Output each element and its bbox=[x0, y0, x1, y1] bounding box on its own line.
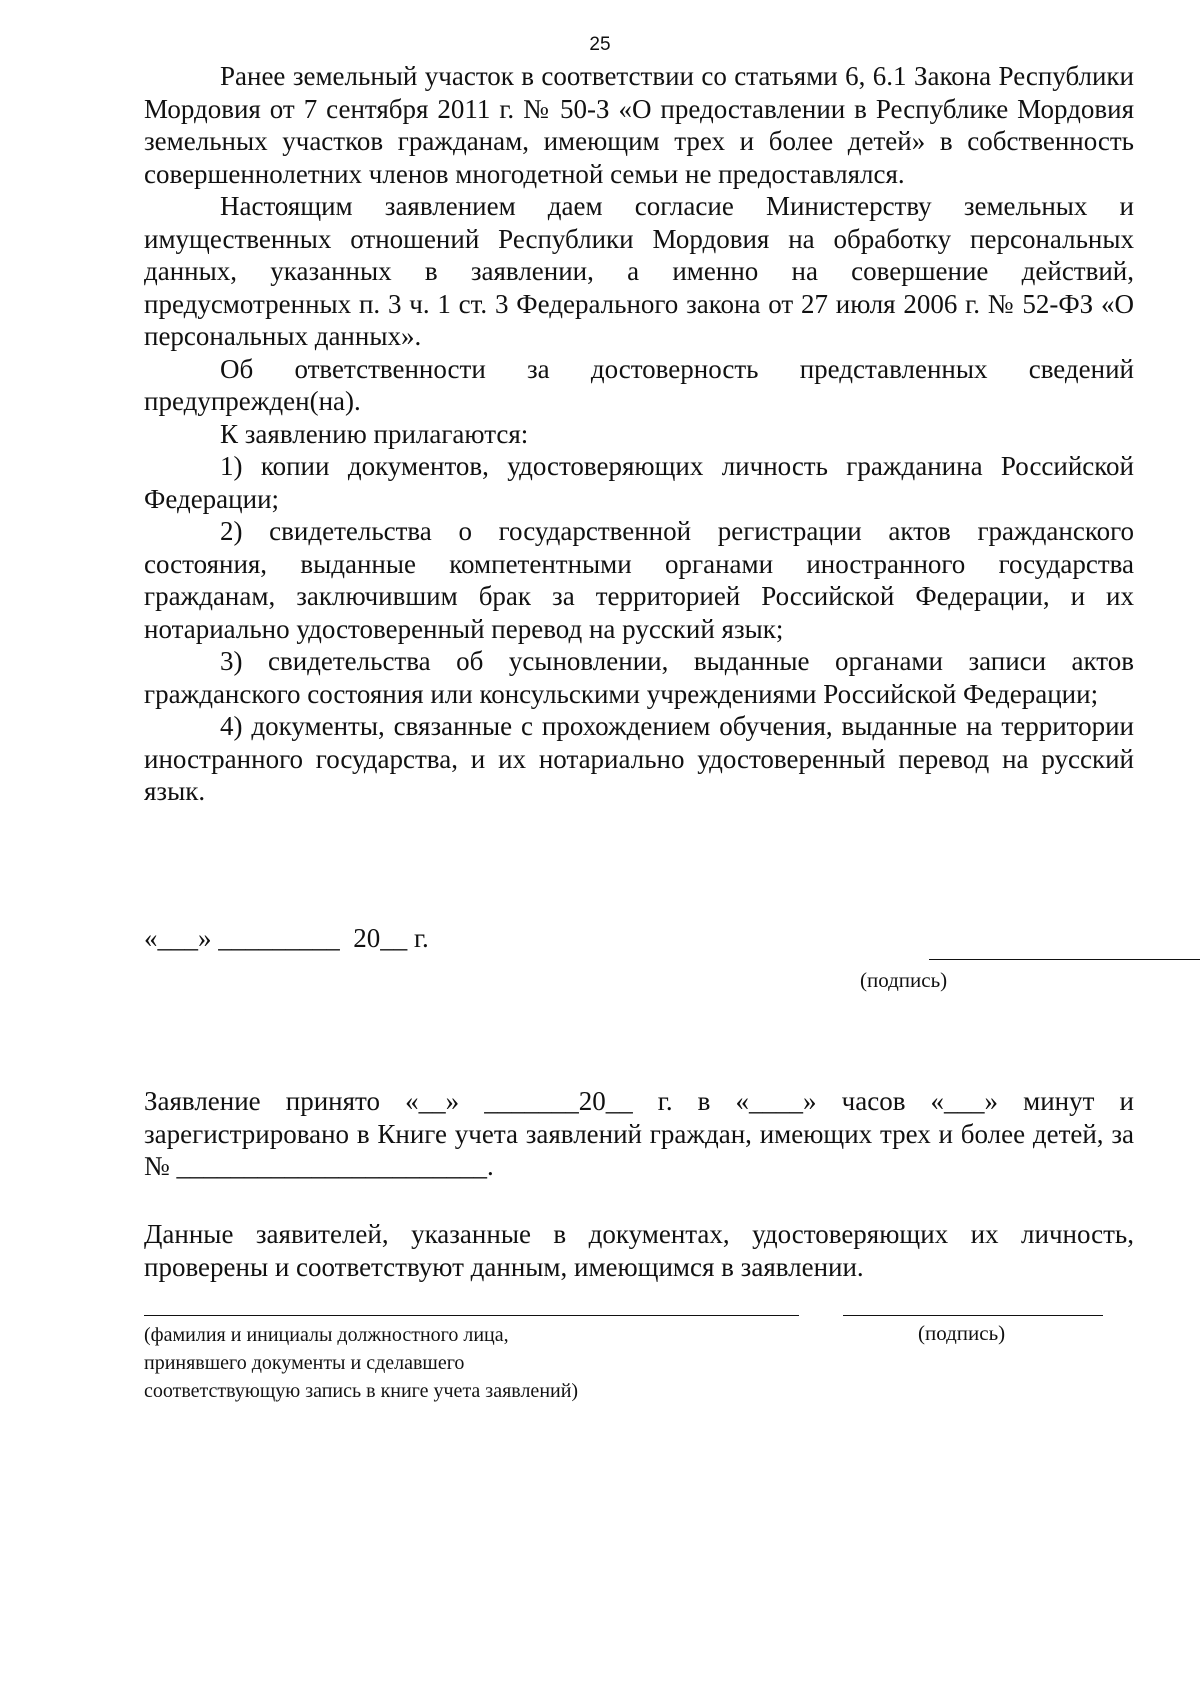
date-signature-row bbox=[144, 923, 1134, 963]
attachment-item-2: 2) свидетельства о государственной регистрации актов гражданского состояния, выданные компетентными органами иностранного государства гражданам, заключившим брак за территорией Российской Федерации, и их нотариально удостоверенный перевод на русский язык; bbox=[144, 516, 1134, 644]
date-field[interactable]: «___» _________ 20__ г. bbox=[144, 923, 429, 953]
applicant-signature-line[interactable] bbox=[929, 959, 1200, 960]
official-name-line[interactable] bbox=[144, 1315, 799, 1316]
acceptance-text: Заявление принято «__» _______20__ г. в «____» часов «___» минут и зарегистрировано в Книге учета заявлений граждан, имеющих трех и более детей, за № _______________________. bbox=[144, 1086, 1134, 1181]
verification-text: Данные заявителей, указанные в документах, удостоверяющих их личность, проверены и соответствуют данным, имеющимся в заявлении. bbox=[144, 1219, 1134, 1282]
applicant-signature-caption: (подпись) bbox=[860, 968, 948, 992]
attachment-item-3: 3) свидетельства об усыновлении, выданные органами записи актов гражданского состояния или консульскими учреждениями Российской Федерации; bbox=[144, 646, 1134, 709]
paragraph-attachments-heading: К заявлению прилагаются: bbox=[220, 418, 529, 449]
acceptance-block bbox=[144, 1085, 1134, 1183]
official-caption-line: (фамилия и инициалы должностного лица, bbox=[144, 1324, 509, 1346]
verification-block bbox=[144, 1218, 1134, 1283]
attachment-item-1: 1) копии документов, удостоверяющих личность гражданина Российской Федерации; bbox=[144, 451, 1134, 514]
official-caption-line: принявшего документы и сделавшего bbox=[144, 1352, 465, 1374]
paragraph-consent: Настоящим заявлением даем согласие Министерству земельных и имущественных отношений Республики Мордовия на обработку персональных данных, указанных в заявлении, а именно на совершение действий, предусмотренных п. 3 ч. 1 ст. 3 Федерального закона от 27 июля 2006 г. № 52-ФЗ «О персональных данных». bbox=[144, 191, 1134, 351]
paragraph-prior-land: Ранее земельный участок в соответствии со статьями 6, 6.1 Закона Республики Мордовия от 7 сентября 2011 г. № 50-З «О предоставлении в Республике Мордовия земельных участков гражданам, имеющим трех и более детей» в собственность совершеннолетних членов многодетной семьи не предоставлялся. bbox=[144, 61, 1134, 189]
official-caption-line: соответствующую запись в книге учета заявлений) bbox=[144, 1380, 579, 1402]
official-signature-caption: (подпись) bbox=[918, 1321, 1006, 1345]
paragraph-responsibility: Об ответственности за достоверность представленных сведений предупрежден(на). bbox=[144, 353, 1134, 416]
official-signature-line[interactable] bbox=[843, 1315, 1103, 1316]
application-body bbox=[144, 60, 1134, 808]
page-number: 25 bbox=[589, 34, 611, 55]
attachment-item-4: 4) документы, связанные с прохождением обучения, выданные на территории иностранного государства, и их нотариально удостоверенный перевод на русский язык. bbox=[144, 711, 1134, 806]
official-caption bbox=[144, 1321, 578, 1405]
